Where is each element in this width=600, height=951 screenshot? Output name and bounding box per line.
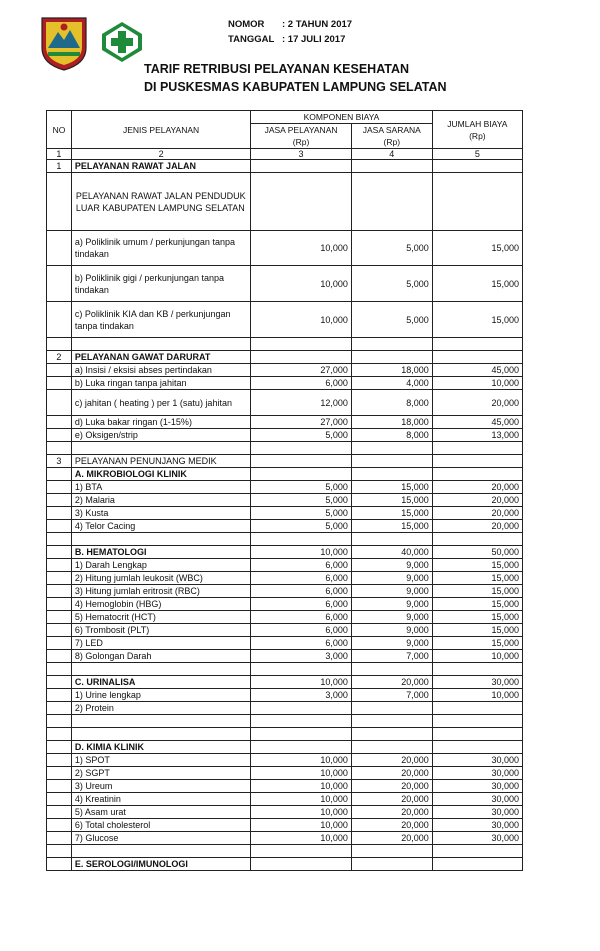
header-jasa-sarana-label: JASA SARANA (362, 125, 421, 135)
jasa-sarana-value: 20,000 (351, 806, 432, 819)
table-row (47, 559, 523, 572)
jasa-sarana-value: 18,000 (351, 416, 432, 429)
jasa-sarana-value: 9,000 (351, 624, 432, 637)
service-name: c) jahitan ( heating ) per 1 (satu) jahitan (71, 390, 250, 416)
col-num-4: 4 (351, 149, 432, 160)
subsection-row (47, 676, 523, 689)
section-row (47, 160, 523, 173)
header-jumlah-biaya (432, 111, 522, 149)
jumlah-biaya-value: 13,000 (432, 429, 522, 442)
service-subheading: PELAYANAN RAWAT JALAN PENDUDUK LUAR KABUPATEN LAMPUNG SELATAN (71, 173, 250, 231)
subsection-row (47, 546, 523, 559)
tariff-table (46, 110, 523, 871)
decree-meta (228, 17, 352, 47)
table-row (47, 832, 523, 845)
jasa-sarana-value: 15,000 (351, 507, 432, 520)
jasa-sarana-value: 15,000 (351, 520, 432, 533)
service-name: a) Insisi / eksisi abses pertindakan (71, 364, 250, 377)
service-name: a) Poliklinik umum / perkunjungan tanpa tindakan (71, 231, 250, 266)
service-name: c) Poliklinik KIA dan KB / perkunjungan tanpa tindakan (71, 302, 250, 338)
jasa-sarana-value: 7,000 (351, 689, 432, 702)
table-row (47, 507, 523, 520)
service-name: 7) Glucose (71, 832, 250, 845)
subsection-title: C. URINALISA (71, 676, 250, 689)
table-row (47, 624, 523, 637)
header-no: NO (47, 111, 72, 149)
spacer-row (47, 338, 523, 351)
service-name: 2) Hitung jumlah leukosit (WBC) (71, 572, 250, 585)
service-name: 5) Hematocrit (HCT) (71, 611, 250, 624)
title-line-1: TARIF RETRIBUSI PELAYANAN KESEHATAN (144, 62, 410, 76)
subsection-title: A. MIKROBIOLOGI KLINIK (71, 468, 250, 481)
section-number: 1 (47, 160, 72, 173)
header-jasa-pelayanan-unit: (Rp) (292, 137, 310, 147)
spacer-row (47, 728, 523, 741)
table-row (47, 520, 523, 533)
table-header-row (47, 111, 523, 124)
header-jasa-sarana-unit: (Rp) (383, 137, 401, 147)
service-name: 1) Urine lengkap (71, 689, 250, 702)
jumlah-biaya-value: 50,000 (432, 546, 522, 559)
table-row (47, 611, 523, 624)
jasa-pelayanan-value: 6,000 (251, 611, 352, 624)
jumlah-biaya-value: 20,000 (432, 507, 522, 520)
jasa-pelayanan-value: 12,000 (251, 390, 352, 416)
table-row (47, 494, 523, 507)
jasa-pelayanan-value: 5,000 (251, 481, 352, 494)
jasa-sarana-value: 9,000 (351, 572, 432, 585)
jumlah-biaya-value: 20,000 (432, 494, 522, 507)
jasa-pelayanan-value: 6,000 (251, 572, 352, 585)
service-name: 4) Hemoglobin (HBG) (71, 598, 250, 611)
section-row (47, 455, 523, 468)
health-cross-logo (100, 20, 144, 64)
jasa-sarana-value: 5,000 (351, 302, 432, 338)
jumlah-biaya-value: 30,000 (432, 806, 522, 819)
header-jumlah-unit: (Rp) (469, 130, 486, 141)
jumlah-biaya-value: 30,000 (432, 676, 522, 689)
header-jasa-sarana (351, 124, 432, 149)
jumlah-biaya-value: 15,000 (432, 266, 522, 302)
jumlah-biaya-value: 30,000 (432, 754, 522, 767)
table-row (47, 598, 523, 611)
table-row (47, 689, 523, 702)
jumlah-biaya-value: 15,000 (432, 598, 522, 611)
document-header (0, 0, 600, 110)
subsection-row (47, 858, 523, 871)
jumlah-biaya-value (432, 702, 522, 715)
header-jumlah-label: JUMLAH BIAYA (447, 118, 508, 129)
jumlah-biaya-value: 10,000 (432, 650, 522, 663)
jumlah-biaya-value: 30,000 (432, 832, 522, 845)
subsection-row (47, 468, 523, 481)
jasa-pelayanan-value: 10,000 (251, 754, 352, 767)
jasa-pelayanan-value (251, 702, 352, 715)
document-title (0, 60, 600, 96)
service-name: 2) SGPT (71, 767, 250, 780)
service-name: 2) Protein (71, 702, 250, 715)
section-number: 3 (47, 455, 72, 468)
jasa-pelayanan-value: 10,000 (251, 546, 352, 559)
jumlah-biaya-value: 30,000 (432, 819, 522, 832)
jasa-sarana-value: 20,000 (351, 767, 432, 780)
section-title: PELAYANAN GAWAT DARURAT (71, 351, 250, 364)
jasa-pelayanan-value: 5,000 (251, 520, 352, 533)
jasa-pelayanan-value: 6,000 (251, 585, 352, 598)
service-name: 4) Kreatinin (71, 793, 250, 806)
jasa-pelayanan-value: 5,000 (251, 507, 352, 520)
jasa-pelayanan-value: 5,000 (251, 429, 352, 442)
service-name: 4) Telor Cacing (71, 520, 250, 533)
table-row (47, 650, 523, 663)
service-name: 3) Ureum (71, 780, 250, 793)
jasa-pelayanan-value: 10,000 (251, 819, 352, 832)
table-row (47, 754, 523, 767)
jumlah-biaya-value: 15,000 (432, 611, 522, 624)
jasa-sarana-value: 8,000 (351, 429, 432, 442)
jumlah-biaya-value: 10,000 (432, 689, 522, 702)
spacer-row (47, 533, 523, 546)
jasa-sarana-value: 9,000 (351, 585, 432, 598)
subsection-title: D. KIMIA KLINIK (71, 741, 250, 754)
table-row (47, 637, 523, 650)
jumlah-biaya-value: 20,000 (432, 481, 522, 494)
header-jenis-pelayanan: JENIS PELAYANAN (71, 111, 250, 149)
subsection-title: B. HEMATOLOGI (71, 546, 250, 559)
service-name: 6) Total cholesterol (71, 819, 250, 832)
nomor-value: : 2 TAHUN 2017 (282, 19, 353, 30)
jasa-sarana-value: 18,000 (351, 364, 432, 377)
service-name: e) Oksigen/strip (71, 429, 250, 442)
jasa-sarana-value: 9,000 (351, 637, 432, 650)
jumlah-biaya-value: 10,000 (432, 377, 522, 390)
jasa-sarana-value: 9,000 (351, 598, 432, 611)
spacer-row (47, 663, 523, 676)
table-row (47, 481, 523, 494)
header-jasa-pelayanan-label: JASA PELAYANAN (264, 125, 338, 135)
jasa-pelayanan-value: 10,000 (251, 832, 352, 845)
table-row (47, 173, 523, 231)
column-number-row (47, 149, 523, 160)
jasa-sarana-value: 40,000 (351, 546, 432, 559)
service-name: 6) Trombosit (PLT) (71, 624, 250, 637)
section-title: PELAYANAN PENUNJANG MEDIK (71, 455, 250, 468)
jasa-pelayanan-value: 10,000 (251, 231, 352, 266)
jumlah-biaya-value: 20,000 (432, 390, 522, 416)
jasa-pelayanan-value: 6,000 (251, 598, 352, 611)
jasa-sarana-value: 20,000 (351, 676, 432, 689)
tanggal-label: TANGGAL (228, 34, 275, 45)
service-name: 3) Kusta (71, 507, 250, 520)
subsection-row (47, 741, 523, 754)
jumlah-biaya-value: 45,000 (432, 364, 522, 377)
jasa-pelayanan-value: 27,000 (251, 364, 352, 377)
jasa-sarana-value: 5,000 (351, 266, 432, 302)
service-name: 1) SPOT (71, 754, 250, 767)
jumlah-biaya-value: 15,000 (432, 637, 522, 650)
col-num-3: 3 (251, 149, 352, 160)
jumlah-biaya-value: 15,000 (432, 302, 522, 338)
table-row (47, 266, 523, 302)
service-name: 5) Asam urat (71, 806, 250, 819)
spacer-row (47, 442, 523, 455)
jasa-pelayanan-value: 10,000 (251, 676, 352, 689)
section-number: 2 (47, 351, 72, 364)
jasa-sarana-value: 20,000 (351, 832, 432, 845)
service-name: 7) LED (71, 637, 250, 650)
header-jasa-pelayanan (251, 124, 352, 149)
table-row (47, 767, 523, 780)
table-row (47, 585, 523, 598)
jasa-sarana-value: 7,000 (351, 650, 432, 663)
jasa-pelayanan-value: 10,000 (251, 302, 352, 338)
jasa-pelayanan-value: 3,000 (251, 689, 352, 702)
col-num-1: 1 (47, 149, 72, 160)
jumlah-biaya-value: 20,000 (432, 520, 522, 533)
jasa-pelayanan-value: 6,000 (251, 559, 352, 572)
jumlah-biaya-value: 30,000 (432, 767, 522, 780)
jumlah-biaya-value: 30,000 (432, 780, 522, 793)
table-row (47, 390, 523, 416)
section-row (47, 351, 523, 364)
service-name: 1) Darah Lengkap (71, 559, 250, 572)
jasa-sarana-value: 15,000 (351, 481, 432, 494)
service-name: 1) BTA (71, 481, 250, 494)
jasa-pelayanan-value: 10,000 (251, 793, 352, 806)
table-row (47, 416, 523, 429)
jasa-sarana-value: 15,000 (351, 494, 432, 507)
spacer-row (47, 715, 523, 728)
table-row (47, 780, 523, 793)
jumlah-biaya-value: 15,000 (432, 624, 522, 637)
service-name: 2) Malaria (71, 494, 250, 507)
service-name: d) Luka bakar ringan (1-15%) (71, 416, 250, 429)
jasa-pelayanan-value: 3,000 (251, 650, 352, 663)
jasa-sarana-value: 8,000 (351, 390, 432, 416)
section-title: PELAYANAN RAWAT JALAN (71, 160, 250, 173)
table-row (47, 793, 523, 806)
col-num-2: 2 (71, 149, 250, 160)
service-name: b) Luka ringan tanpa jahitan (71, 377, 250, 390)
jasa-pelayanan-value: 27,000 (251, 416, 352, 429)
jumlah-biaya-value: 45,000 (432, 416, 522, 429)
service-name: b) Poliklinik gigi / perkunjungan tanpa tindakan (71, 266, 250, 302)
table-row (47, 364, 523, 377)
subsection-title: E. SEROLOGI/IMUNOLOGI (71, 858, 250, 871)
jasa-pelayanan-value: 10,000 (251, 767, 352, 780)
nomor-label: NOMOR (228, 19, 265, 30)
jasa-pelayanan-value: 6,000 (251, 637, 352, 650)
tanggal-value: : 17 JULI 2017 (282, 34, 346, 45)
table-row (47, 572, 523, 585)
jumlah-biaya-value: 15,000 (432, 572, 522, 585)
jumlah-biaya-value: 15,000 (432, 559, 522, 572)
jasa-sarana-value: 9,000 (351, 611, 432, 624)
jasa-pelayanan-value: 10,000 (251, 780, 352, 793)
col-num-5: 5 (432, 149, 522, 160)
jasa-sarana-value: 20,000 (351, 780, 432, 793)
jasa-pelayanan-value: 5,000 (251, 494, 352, 507)
jasa-pelayanan-value: 6,000 (251, 624, 352, 637)
jasa-sarana-value: 20,000 (351, 819, 432, 832)
table-row (47, 702, 523, 715)
table-row (47, 302, 523, 338)
jasa-pelayanan-value: 6,000 (251, 377, 352, 390)
table-row (47, 231, 523, 266)
table-row (47, 377, 523, 390)
jasa-sarana-value (351, 702, 432, 715)
jumlah-biaya-value: 30,000 (432, 793, 522, 806)
table-row (47, 806, 523, 819)
spacer-row (47, 845, 523, 858)
jumlah-biaya-value: 15,000 (432, 585, 522, 598)
jasa-sarana-value: 20,000 (351, 793, 432, 806)
table-row (47, 819, 523, 832)
jasa-pelayanan-value: 10,000 (251, 806, 352, 819)
jasa-sarana-value: 5,000 (351, 231, 432, 266)
jasa-sarana-value: 9,000 (351, 559, 432, 572)
table-row (47, 429, 523, 442)
title-line-2: DI PUSKESMAS KABUPATEN LAMPUNG SELATAN (144, 80, 447, 94)
service-name: 3) Hitung jumlah eritrosit (RBC) (71, 585, 250, 598)
jasa-sarana-value: 20,000 (351, 754, 432, 767)
jasa-pelayanan-value: 10,000 (251, 266, 352, 302)
jasa-sarana-value: 4,000 (351, 377, 432, 390)
jumlah-biaya-value: 15,000 (432, 231, 522, 266)
header-komponen-biaya: KOMPONEN BIAYA (251, 111, 432, 124)
service-name: 8) Golongan Darah (71, 650, 250, 663)
